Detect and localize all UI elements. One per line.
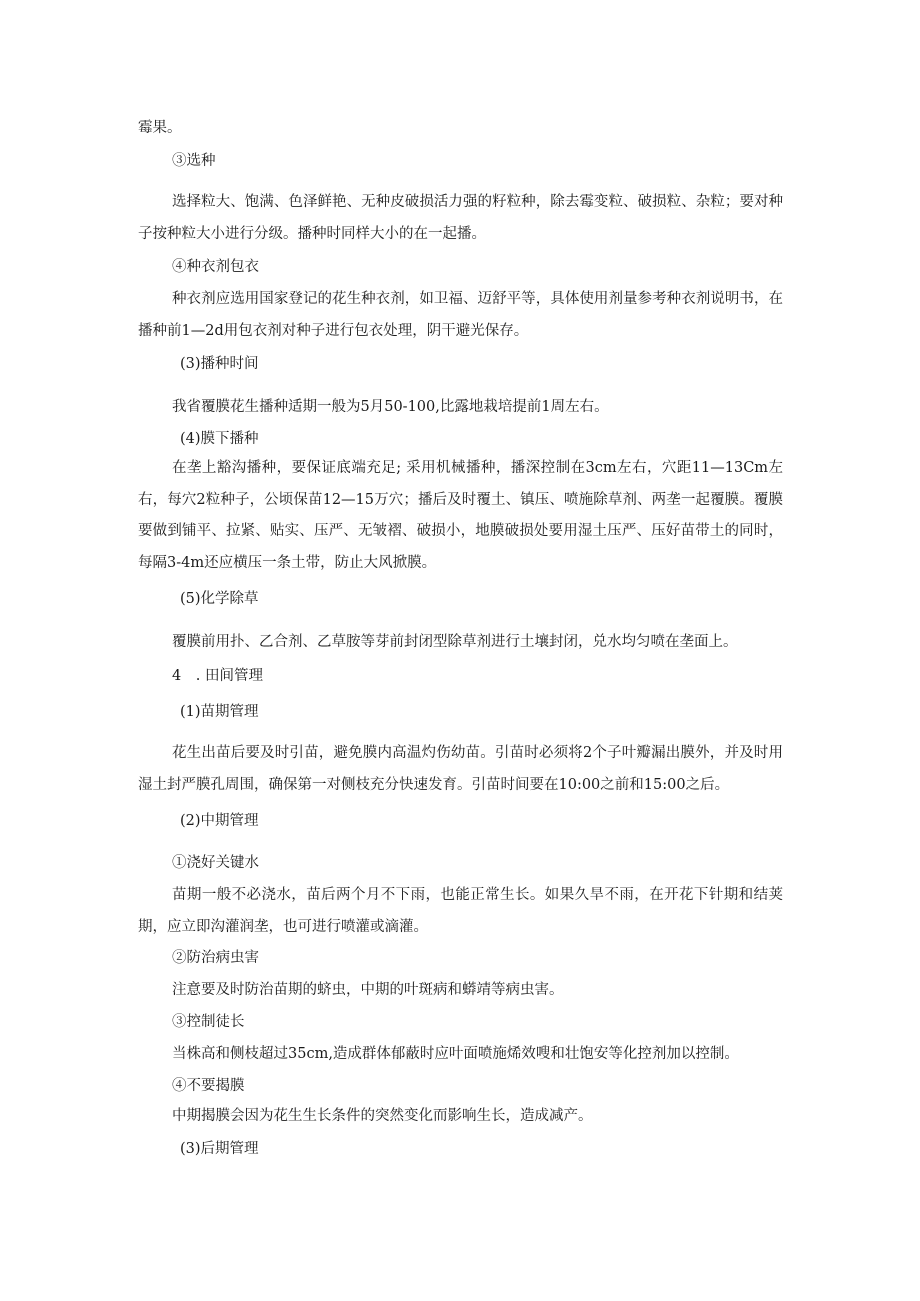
item-heading: ②防治病虫害	[172, 950, 259, 966]
text-line: 霉果。	[138, 120, 182, 136]
section-title: 4 . 田间管理	[172, 668, 263, 684]
paragraph: 苗期一般不必浇水，苗后两个月不下雨，也能正常生长。如果久旱不雨，在开花下针期和结荚期，应立即沟灌润垄，也可进行喷灌或滴灌。	[138, 887, 783, 935]
item-heading: ①浇好关键水	[172, 855, 259, 871]
item-heading: ④种衣剂包衣	[172, 259, 259, 275]
section-heading: (5)化学除草	[180, 591, 259, 607]
section-heading: (3)后期管理	[180, 1141, 259, 1157]
item-heading: ④不要揭膜	[172, 1078, 245, 1094]
text-line: 中期揭膜会因为花生生长条件的突然变化而影响生长，造成减产。	[172, 1108, 593, 1124]
item-heading: ③控制徒长	[172, 1014, 245, 1030]
item-heading: ③选种	[172, 153, 216, 169]
section-heading: (1)苗期管理	[180, 704, 259, 720]
paragraph: 选择粒大、饱满、色泽鲜艳、无种皮破损活力强的籽粒种，除去霉变粒、破损粒、杂粒；要对种子按种粒大小进行分级。播种时同样大小的在一起播。	[138, 194, 783, 242]
paragraph: 在垄上豁沟播种，要保证底端充足; 采用机械播种，播深控制在3cm左右，穴距11—13Cm左右，每穴2粒种子，公顷保苗12—15万穴；播后及时覆土、镇压、喷施除草剂、两垄一起覆膜。覆膜要做到铺平、拉紧、贴实、压严、无皱褶、破损小，地膜破损处要用湿土压严、压好苗带土的同时，每隔3-4m还应横压一条土带，防止大风掀膜。	[138, 460, 783, 571]
section-heading: (3)播种时间	[180, 356, 259, 372]
text-line: 覆膜前用扑、乙合剂、乙草胺等芽前封闭型除草剂进行土壤封闭，兑水均匀喷在垄面上。	[172, 634, 738, 650]
text-line: 当株高和侧枝超过35cm,造成群体郁蔽时应叶面喷施烯效嗖和壮饱安等化控剂加以控制。	[172, 1046, 739, 1062]
text-line: 注意要及时防治苗期的蛴虫，中期的叶斑病和蟒靖等病虫害。	[172, 982, 564, 998]
paragraph: 种衣剂应选用国家登记的花生种衣剂，如卫福、迈舒平等，具体使用剂量参考种衣剂说明书，在播种前1—2d用包衣剂对种子进行包衣处理，阴干避光保存。	[138, 291, 783, 339]
text-line: 我省覆膜花生播种适期一般为5月50-100,比露地栽培提前1周左右。	[172, 399, 609, 415]
section-heading: (2)中期管理	[180, 813, 259, 829]
section-heading: (4)膜下播种	[180, 431, 259, 447]
paragraph: 花生出苗后要及时引苗，避免膜内高温灼伤幼苗。引苗时必须将2个子叶瓣漏出膜外，并及时用湿土封严膜孔周围，确保第一对侧枝充分快速发育。引苗时间要在10:00之前和15:00之后。	[138, 745, 783, 793]
